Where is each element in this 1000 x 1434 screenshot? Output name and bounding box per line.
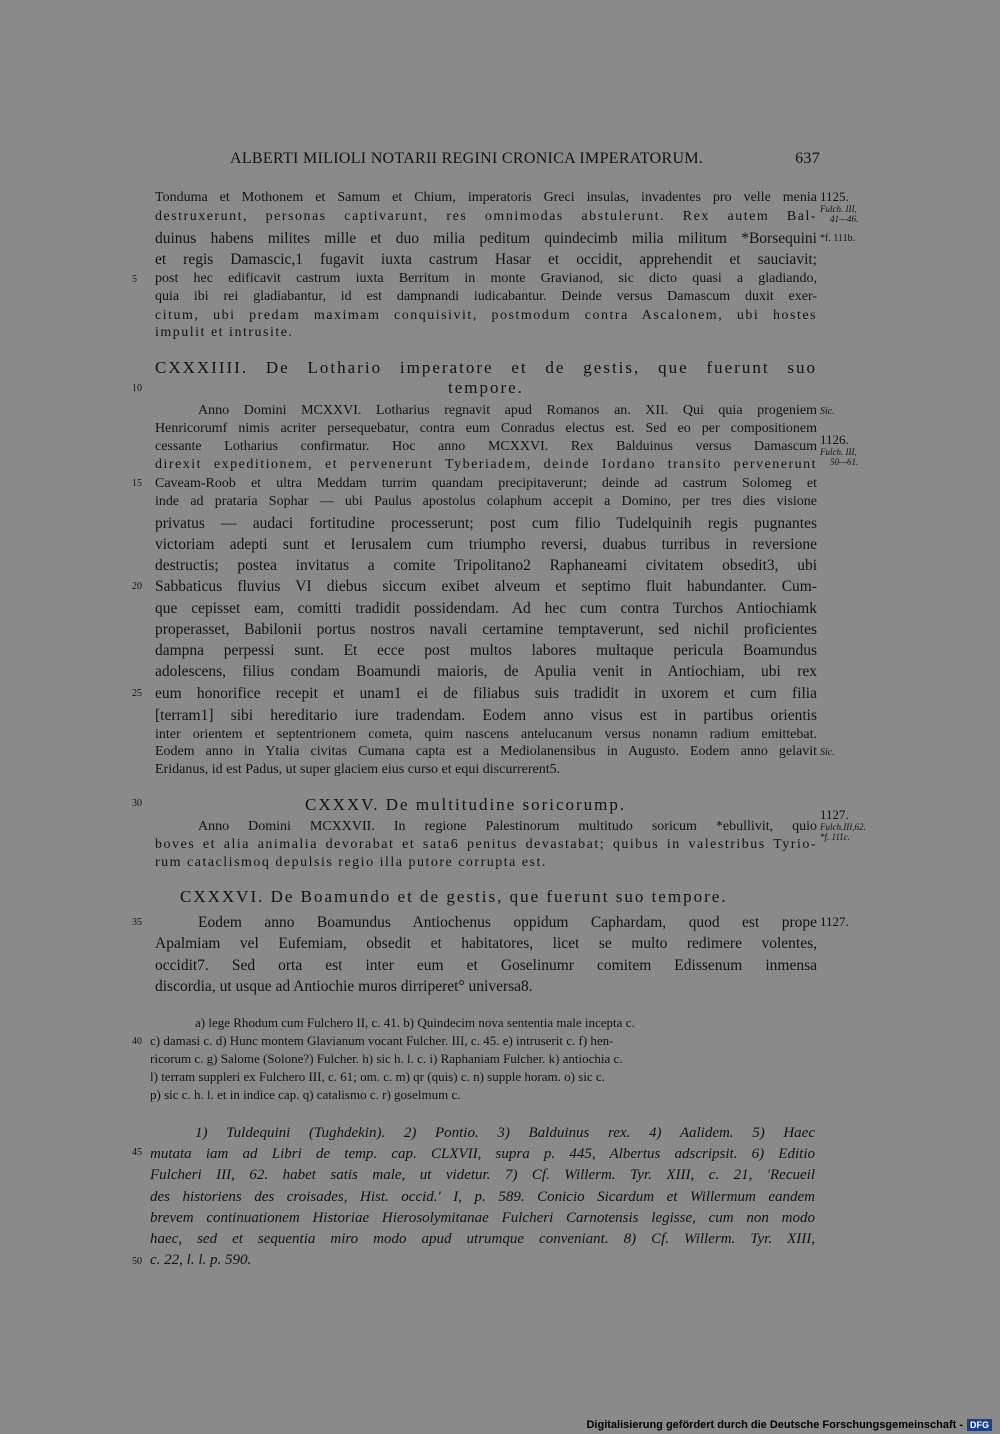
section-heading: CXXXIIII. De Lothario imperatore et de gestis, que fuerunt suo <box>155 358 817 377</box>
section-heading: CXXXV. De multitudine soricorump. <box>305 795 627 814</box>
margin-year: 1127. <box>820 807 849 822</box>
footnote-line: p) sic c. h. l. et in indice cap. q) catalismo c. r) goselmum c. <box>150 1087 461 1102</box>
margin-year: 1125. <box>820 189 849 204</box>
text-line: direxit expeditionem, et pervenerunt Tyberiadem, deinde Iordano transito pervenerunt <box>155 457 817 472</box>
text-line: Henricorumf nimis acriter persequebatur, contra eum Conradus electus est. Sed eo per compositionem <box>155 421 817 436</box>
line-number: 45 <box>132 1147 142 1158</box>
footnote-line: ricorum c. g) Salome (Solone?) Fulcher. h) sic h. l. c. i) Raphaniam Fulcher. k) antiochia c. <box>150 1051 623 1066</box>
text-line: rum cataclismoq depulsis regio illa putore corrupta est. <box>155 855 547 870</box>
line-number: 10 <box>132 383 142 394</box>
footer-text: Digitalisierung gefördert durch die Deutsche Forschungsgemeinschaft - <box>586 1419 963 1431</box>
margin-ref: Fulch. III, <box>820 447 857 457</box>
line-number: 40 <box>132 1036 142 1047</box>
footnote-line: a) lege Rhodum cum Fulchero II, c. 41. b) Quindecim nova sententia male incepta c. <box>195 1015 635 1030</box>
line-number: 15 <box>132 478 142 489</box>
line-number: 20 <box>132 581 142 592</box>
text-line: adolescens, filius condam Boamundi maioris, de Apulia venit in Antiochiam, ubi rex <box>155 663 817 680</box>
margin-note <box>820 433 900 467</box>
text-line: Eridanus, id est Padus, ut super glaciem eius curso et equi discurrerent5. <box>155 762 561 777</box>
footnote-line: mutata iam ad Libri de temp. cap. CLXVII, supra p. 445, Albertus adscripsit. 6) Editio <box>150 1146 815 1162</box>
footnote-line: c) damasi c. d) Hunc montem Glavianum vocant Fulcher. III, c. 45. e) intruserit c. f) hen- <box>150 1033 614 1048</box>
text-line: Tonduma et Mothonem et Samum et Chium, imperatoris Greci insulas, invadentes pro velle menia <box>155 190 817 205</box>
footnote-line: c. 22, l. l. p. 590. <box>150 1252 252 1268</box>
text-line: privatus — audaci fortitudine processerunt; post cum filio Tudelquinih regis pugnantes <box>155 515 817 532</box>
text-line: quia ibi rei gladiabantur, id est dampnandi iudicabantur. Deinde versus Damascum duxit exer- <box>155 289 817 304</box>
footnote-line: l) terram suppleri ex Fulchero III, c. 61; om. c. m) qr (quis) c. n) supple horam. o) sic c. <box>150 1069 605 1084</box>
text-line: duinus habens milites mille et duo milia peditum quindecimb milia militum *Borsequini <box>155 230 817 247</box>
line-number: 35 <box>132 917 142 928</box>
text-line: destruxerunt, personas captivarunt, res omnimodas abstulerunt. Rex autem Bal- <box>155 209 817 224</box>
margin-note <box>820 190 900 224</box>
footnote-line: des historiens des croisades, Hist. occid.' I, p. 589. Conicio Sicardum et Willermum eandem <box>150 1189 815 1205</box>
text-line: citum, ubi predam maximam conquisivit, postmodum contra Ascalonem, ubi hostes <box>155 308 817 323</box>
line-number: 30 <box>132 798 142 809</box>
margin-note: *f. 111b. <box>820 233 856 244</box>
line-number: 25 <box>132 688 142 699</box>
section-heading: CXXXVI. De Boamundo et de gestis, que fuerunt suo tempore. <box>180 887 728 906</box>
text-line: occidit7. Sed orta est inter eum et Goselinumr comitem Edissenum inmensa <box>155 957 817 974</box>
text-line: Eodem anno Boamundus Antiochenus oppidum Caphardam, quod est prope <box>198 914 817 931</box>
text-line: Anno Domini MCXXVI. Lotharius regnavit apud Romanos an. XII. Qui quia progeniem <box>198 403 817 418</box>
text-line: post hec edificavit castrum iuxta Berritum in monte Gravianod, sic dicto quasi a gladiando, <box>155 271 817 286</box>
text-line: eum honorifice recepit et unam1 ei de filiabus suis tradidit in uxorem et cum filia <box>155 685 817 702</box>
digitization-credit <box>586 1419 992 1431</box>
text-line: properasset, Babilonii portus nostros navali certamine temptaverunt, sed nichil proficientes <box>155 621 817 638</box>
margin-ref: 41—46. <box>830 214 859 224</box>
footnote-line: haec, sed et sequentia miro modo apud utrumque conveniant. 8) Cf. Willerm. Tyr. XIII, <box>150 1231 815 1247</box>
margin-note: Sic. <box>820 406 835 417</box>
margin-ref: *f. 111c. <box>820 832 850 842</box>
footnote-line: 1) Tuldequini (Tughdekin). 2) Pontio. 3) Balduinus rex. 4) Aalidem. 5) Haec <box>195 1125 815 1141</box>
margin-note <box>820 808 900 842</box>
margin-ref: Fulch. III, <box>820 204 857 214</box>
text-line: Eodem anno in Ytalia civitas Cumana capta est a Mediolanensibus in Augusto. Eodem anno gelavit <box>155 744 817 759</box>
text-line: que cepisset eam, comitti tradidit possidendam. Ad hec cum contra Turchos Antiochiamk <box>155 600 817 617</box>
footnote-line: Fulcheri III, 62. habet satis male, ut videtur. 7) Cf. Willerm. Tyr. XIII, c. 21, 'Recueil <box>150 1167 815 1183</box>
text-line: impulit et intrusite. <box>155 325 294 340</box>
text-line: boves et alia animalia devorabat et sata6 penitus devastabat; quibus in valestribus Tyrio- <box>155 837 817 852</box>
margin-ref: Fulch.III,62. <box>820 822 866 832</box>
text-line: [terram1] sibi hereditario iure tradendam. Eodem anno visus est in partibus orientis <box>155 707 817 724</box>
text-line: inde ad prataria Sophar — ubi Paulus apostolus colaphum accepit a Domino, per tres dies visione <box>155 494 817 509</box>
text-line: destructis; postea invitatus a comite Tripolitano2 Raphaneami civitatem obsedit3, ubi <box>155 557 817 574</box>
margin-year: 1126. <box>820 432 849 447</box>
margin-ref: 50—61. <box>830 457 859 467</box>
text-line: Anno Domini MCXXVII. In regione Palestinorum multitudo soricum *ebullivit, quio <box>198 819 817 834</box>
line-number: 50 <box>132 1256 142 1267</box>
text-line: Sabbaticus fluvius VI diebus siccum exibet alveum et septimo fluit habundanter. Cum- <box>155 578 817 595</box>
text-line: victoriam adepti sunt et Ierusalem cum triumpho reversi, duabus turribus in reversione <box>155 536 817 553</box>
margin-note: 1127. <box>820 914 849 929</box>
section-heading: tempore. <box>448 378 524 397</box>
margin-note: Sic. <box>820 747 835 758</box>
text-line: dampna perpessi sunt. Et ecce post multos labores multaque pericula Boamundus <box>155 642 817 659</box>
text-line: discordia, ut usque ad Antiochie muros dirriperet° universa8. <box>155 978 533 995</box>
text-line: Caveam-Roob et ultra Meddam turrim quandam precipitaverunt; deinde ad castrum Solomeg et <box>155 476 817 491</box>
text-line: Apalmiam vel Eufemiam, obsedit et habitatores, licet se multo redimere volentes, <box>155 935 817 952</box>
text-line: cessante Lotharius confirmatur. Hoc anno MCXXVI. Rex Balduinus versus Damascum <box>155 439 817 454</box>
dfg-logo: DFG <box>967 1419 992 1431</box>
text-line: et regis Damascic,1 fugavit iuxta castrum Hasar et occidit, apprehendit et sauciavit; <box>155 251 817 268</box>
header-title: ALBERTI MILIOLI NOTARII REGINI CRONICA IMPERATORUM. <box>230 150 704 167</box>
page-number: 637 <box>795 150 820 167</box>
footnote-line: brevem continuationem Historiae Hierosolymitanae Fulcheri Carnotensis legisse, cum non modo <box>150 1210 815 1226</box>
text-line: inter orientem et septentrionem cometa, quim nascens antelucanum versus nonamn radium emittebat. <box>155 727 817 742</box>
line-number: 5 <box>132 274 137 285</box>
